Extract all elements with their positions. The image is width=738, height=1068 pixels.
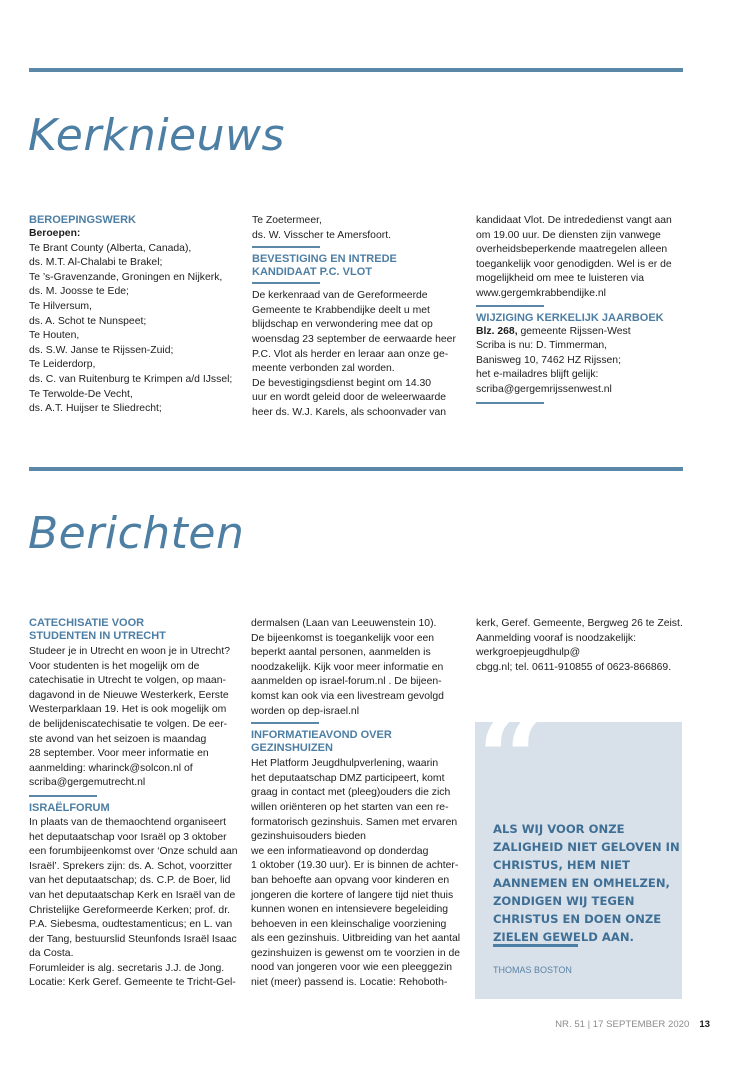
text-line: Israël’. Sprekers zijn: ds. A. Schot, voorzitter — [29, 860, 233, 872]
israelforum-body-cont — [251, 617, 463, 719]
jaarboek-ref: Blz. 268, — [476, 325, 518, 337]
text-line: ds. W. Visscher te Amersfoort. — [252, 229, 391, 241]
beroepingswerk-body — [29, 242, 241, 417]
catechisatie-body — [29, 645, 241, 791]
text-line: willen oriënteren op het starten van een re- — [251, 801, 449, 813]
text-line: meente verbonden zal worden. — [252, 363, 395, 375]
text-line: ds. A. Schot te Nunspeet; — [29, 315, 147, 327]
text-line: het e-mailadres blijft gelijk: — [476, 369, 599, 381]
section-title-kerknieuws: Kerknieuws — [28, 110, 285, 161]
jaarboek-body — [476, 339, 688, 397]
text-line: nood van jongeren voor wie een pleeggezin — [251, 962, 453, 974]
text-line: ste avond van het seizoen is maandag — [29, 733, 207, 745]
text-line: graag in contact met (pleeg)ouders die zich — [251, 787, 451, 799]
page-footer — [555, 1019, 710, 1030]
text-line: beperkt aantal personen, aanmelden is — [251, 647, 431, 659]
heading-divider — [252, 282, 320, 284]
text-line: ds. M.T. Al-Chalabi te Brakel; — [29, 257, 163, 269]
text-line: aanmelden op israel-forum.nl . De bijeen- — [251, 676, 442, 688]
text-line: overheidsbeperkende maatregelen alleen — [476, 244, 668, 256]
issue-info: NR. 51 | 17 SEPTEMBER 2020 — [555, 1019, 690, 1030]
quote-text: ALS WIJ VOOR ONZE ZALIGHEID NIET GELOVEN IN CHRISTUS, HEM NIET AANNEMEN EN OMHELZEN, ZONDIGEN WIJ TEGEN CHRISTUS EN DOEN ONZE ZIELEN GEWELD AAN. — [493, 822, 680, 944]
catechisatie-heading-1: CATECHISATIE VOOR — [29, 617, 145, 629]
text-line: Scriba is nu: D. Timmerman, — [476, 340, 608, 352]
text-line: ds. S.W. Janse te Rijssen-Zuid; — [29, 344, 174, 356]
bevestiging-heading-2: KANDIDAAT P.C. VLOT — [252, 266, 372, 279]
text-line: Te ’s-Gravenzande, Groningen en Nijkerk, — [29, 271, 223, 283]
text-line: dagavond in de Nieuwe Westerkerk, Eerste — [29, 689, 229, 701]
text-line: we een informatieavond op donderdag — [251, 845, 429, 857]
end-divider — [476, 402, 544, 404]
text-line: Aanmelding vooraf is noodzakelijk: — [476, 632, 636, 644]
text-line: het deputaatschap DMZ participeert, komt — [251, 772, 445, 784]
text-line: mogelijkheid om mee te luisteren via — [476, 273, 645, 285]
text-line: P.C. Vlot als herder en leraar aan onze ge- — [252, 348, 449, 360]
section-title-berichten: Berichten — [28, 508, 245, 559]
beroepingswerk-body-cont — [252, 214, 464, 243]
page-number: 13 — [699, 1019, 710, 1030]
text-line: 28 september. Voor meer informatie en — [29, 748, 209, 760]
text-line: formatorisch gezinshuis. Samen met ervaren — [251, 816, 458, 828]
text-line: een forumbijeenkomst over ‘Onze schuld aan — [29, 846, 238, 858]
bevestiging-body — [252, 289, 464, 420]
text-line: uur en wordt geleid door de weleerwaarde — [252, 392, 447, 404]
text-line: De kerkenraad van de Gereformeerde — [252, 290, 428, 302]
jaarboek-heading: WIJZIGING KERKELIJK JAARBOEK — [476, 311, 664, 324]
text-line: der Tang, bestuurslid Steunfonds Israël Isaac — [29, 933, 237, 945]
text-line: aanmelding: wharinck@solcon.nl of — [29, 762, 193, 774]
text-line: scriba@gergemrijssenwest.nl — [476, 383, 612, 395]
beroepingswerk-column — [29, 214, 241, 417]
text-line: dermalsen (Laan van Leeuwenstein 10). — [251, 618, 437, 629]
text-line: Locatie: Kerk Geref. Gemeente te Tricht-Gel- — [29, 977, 236, 989]
text-line: kunnen wonen en intensievere begeleiding — [251, 904, 448, 916]
text-line: het deputaatschap voor Israël op 3 oktober — [29, 831, 227, 843]
text-line: Voor studenten is het mogelijk om de — [29, 660, 200, 672]
text-line: niet (meer) passend is. Locatie: Rehoboth- — [251, 977, 448, 989]
text-line: Gemeente te Krabbendijke deelt u met — [252, 304, 430, 316]
text-line: P.A. Siebesma, oudtestamenticus; en L. van — [29, 919, 233, 931]
text-line: ban behoefte aan opvang voor kinderen en — [251, 874, 450, 886]
informatieavond-heading-1: INFORMATIEAVOND OVER — [251, 729, 392, 742]
informatieavond-heading-2: GEZINSHUIZEN — [251, 742, 333, 755]
beroepingswerk-heading: BEROEPINGSWERK — [29, 214, 136, 226]
text-line: van het deputaatschap; ds. C.P. de Boer, lid — [29, 875, 231, 887]
text-line: Westerparklaan 19. Het is ook mogelijk om — [29, 704, 227, 716]
text-line: Te Zoetermeer, — [252, 215, 322, 226]
text-line: kerk, Geref. Gemeente, Bergweg 26 te Zeist. — [476, 618, 683, 629]
text-line: Te Houten, — [29, 330, 80, 342]
text-line: ds. A.T. Huijser te Sliedrecht; — [29, 403, 162, 415]
israelforum-heading: ISRAËLFORUM — [29, 801, 110, 814]
text-line: toegankelijk voor genodigden. Wel is er de — [476, 258, 672, 270]
informatieavond-body — [251, 757, 463, 991]
text-line: gezinshuizen is gewenst om te voorzien in de — [251, 947, 461, 959]
text-line: Banisweg 10, 7462 HZ Rijssen; — [476, 354, 621, 366]
text-line: heer ds. W.J. Karels, als schoonvader van — [252, 406, 447, 418]
text-line: om 19.00 uur. De diensten zijn vanwege — [476, 229, 661, 241]
text-line: gezinshuisouders bieden — [251, 831, 366, 843]
text-line: kandidaat Vlot. De intrededienst vangt aan — [476, 215, 672, 226]
text-line: blijdschap en verwondering mee dat op — [252, 319, 433, 331]
heading-divider — [251, 722, 319, 724]
jaarboek-first-line-rest: gemeente Rijssen-West — [517, 325, 631, 337]
kerknieuws-column-2 — [252, 214, 464, 421]
heading-divider — [252, 246, 320, 248]
kerknieuws-column-3 — [476, 214, 688, 409]
quote-divider — [493, 944, 578, 947]
text-line: Christelijke Gereformeerde Kerken; prof. dr. — [29, 904, 230, 916]
text-line: ds. C. van Ruitenburg te Krimpen a/d IJssel; — [29, 373, 233, 385]
berichten-column-1 — [29, 617, 241, 991]
israelforum-body — [29, 816, 241, 991]
text-line: van het deputaatschap Kerk en Israël van de — [29, 889, 236, 901]
text-line: catechisatie in Utrecht te volgen, op maan- — [29, 675, 226, 687]
text-line: De bijeenkomst is toegankelijk voor een — [251, 632, 435, 644]
text-line: In plaats van de themaochtend organiseert — [29, 816, 226, 828]
text-line: Forumleider is alg. secretaris J.J. de Jong. — [29, 962, 225, 974]
beroepen-subhead: Beroepen: — [29, 228, 81, 239]
text-line: Studeer je in Utrecht en woon je in Utrecht? — [29, 646, 230, 657]
text-line: 1 oktober (19.30 uur). Er is binnen de achter- — [251, 860, 459, 872]
text-line: Te Hilversum, — [29, 300, 92, 312]
text-line: Te Leiderdorp, — [29, 359, 96, 371]
text-line: werkgroepjeugdhulp@ — [476, 647, 581, 659]
text-line: da Costa. — [29, 948, 74, 960]
bevestiging-body-cont — [476, 214, 688, 302]
quote-mark-icon: “ — [477, 689, 547, 830]
text-line: als een gezinshuis. Uitbreiding van het aantal — [251, 933, 461, 945]
text-line: De bevestigingsdienst begint om 14.30 — [252, 377, 432, 389]
text-line: jongeren die kortere of langere tijd niet thuis — [251, 889, 454, 901]
text-line: komst kan ook via een livestream gevolgd — [251, 690, 444, 702]
text-line: de belijdeniscatechisatie te volgen. De eer- — [29, 718, 228, 730]
quote-author: THOMAS BOSTON — [493, 965, 572, 975]
text-line: Het Platform Jeugdhulpverlening, waarin — [251, 758, 439, 770]
text-line: noodzakelijk. Kijk voor meer informatie en — [251, 661, 444, 673]
pull-quote — [475, 689, 682, 999]
berichten-column-2 — [251, 617, 463, 991]
top-divider — [29, 68, 683, 72]
heading-divider — [29, 795, 97, 797]
text-line: Te Brant County (Alberta, Canada), — [29, 242, 192, 254]
bevestiging-heading-1: BEVESTIGING EN INTREDE — [252, 253, 397, 266]
heading-divider — [476, 305, 544, 307]
middle-divider — [29, 467, 683, 471]
catechisatie-heading-2: STUDENTEN IN UTRECHT — [29, 630, 166, 642]
text-line: ds. M. Joosse te Ede; — [29, 286, 129, 298]
jaarboek-first-line — [476, 325, 688, 340]
text-line: Te Terwolde-De Vecht, — [29, 388, 133, 400]
text-line: worden op dep-israel.nl — [251, 705, 360, 717]
text-line: behoeven in een kleinschalige voorziening — [251, 918, 447, 930]
text-line: cbgg.nl; tel. 0611-910855 of 0623-866869. — [476, 661, 672, 673]
text-line: www.gergemkrabbendijke.nl — [476, 287, 606, 299]
informatieavond-body-cont — [476, 617, 688, 675]
berichten-column-3 — [476, 617, 688, 675]
text-line: woensdag 23 september de eerwaarde heer — [252, 333, 456, 345]
text-line: scriba@gergemutrecht.nl — [29, 777, 146, 789]
